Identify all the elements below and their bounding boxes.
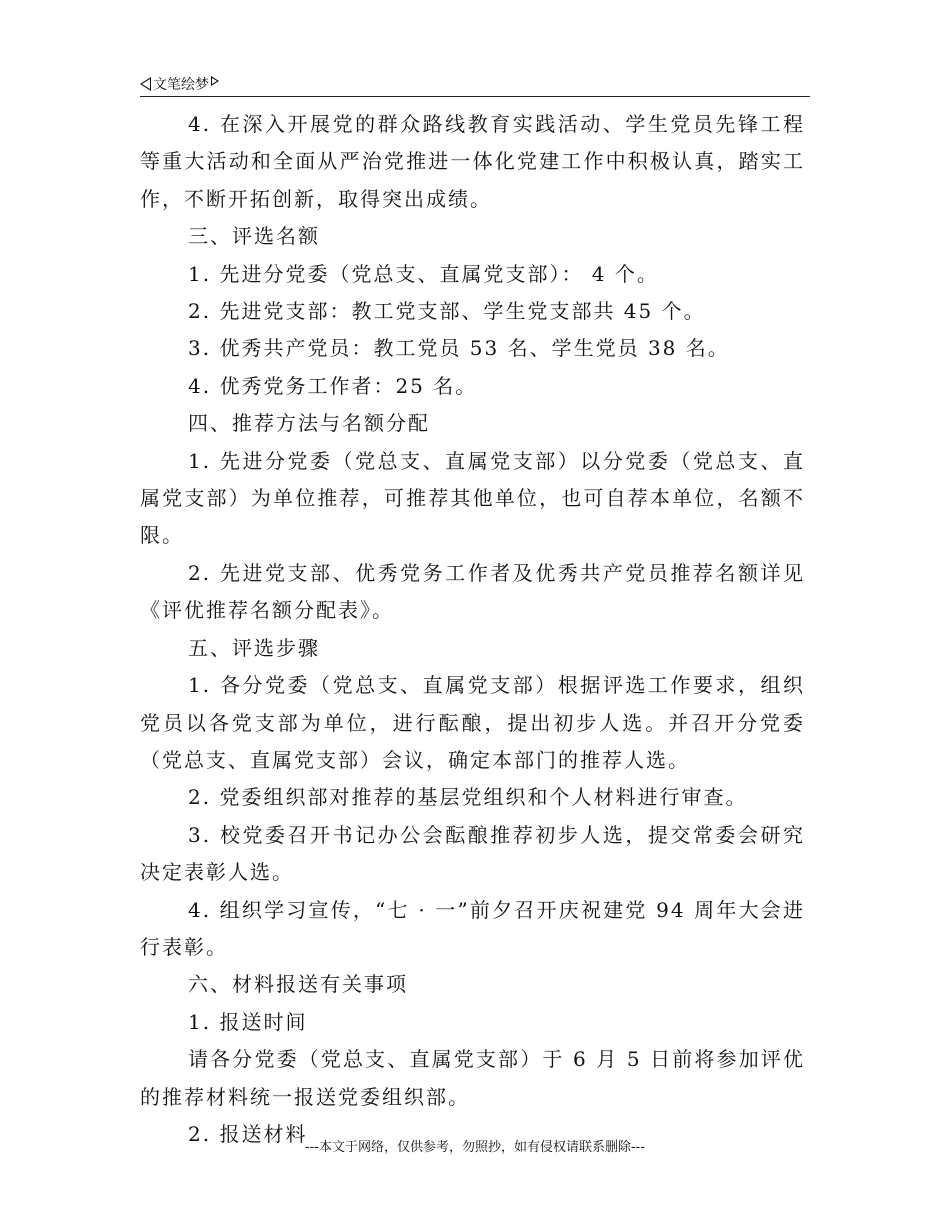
paragraph: 2. 先进党支部、优秀党务工作者及优秀共产党员推荐名额详见《评优推荐名额分配表》。 — [140, 560, 805, 623]
paragraph: 请各分党委（党总支、直属党支部）于 6 月 5 日前将参加评优的推荐材料统一报送党委组织部。 — [140, 1047, 805, 1109]
paragraph: 2. 先进党支部：教工党支部、学生党支部共 45 个。 — [188, 299, 706, 324]
section-heading: 六、材料报送有关事项 — [188, 972, 408, 997]
paragraph: 3. 优秀共产党员：教工党员 53 名、学生党员 38 名。 — [188, 336, 730, 361]
paragraph: 2. 报送材料 — [188, 1121, 308, 1146]
paragraph: 3. 校党委召开书记办公会酝酿推荐初步人选，提交常委会研究决定表彰人选。 — [140, 822, 805, 885]
section-heading: 三、评选名额 — [188, 224, 320, 249]
section-heading: 四、推荐方法与名额分配 — [188, 411, 430, 436]
paragraph: 4. 组织学习宣传，“七 · 一”前夕召开庆祝建党 94 周年大会进行表彰。 — [140, 897, 805, 959]
page-footer: ---本文于网络，仅供参考，勿照抄，如有侵权请联系删除--- — [304, 1140, 646, 1155]
paragraph: 4. 优秀党务工作者：25 名。 — [188, 373, 478, 398]
header-logo-text: 文笔绘梦 — [153, 77, 209, 93]
paragraph: 1. 先进分党委（党总支、直属党支部）： 4 个。 — [188, 261, 659, 286]
paragraph: 1. 各分党委（党总支、直属党支部）根据评选工作要求，组织党员以各党支部为单位，进行酝酿，提出初步人选。并召开分党委（党总支、直属党支部）会议，确定本部门的推荐人选。 — [140, 673, 805, 772]
paragraph: 1. 报送时间 — [188, 1009, 308, 1034]
right-triangle-icon — [211, 76, 219, 86]
document-body — [140, 106, 805, 1153]
section-heading: 五、评选步骤 — [188, 635, 320, 660]
paragraph: 2. 党委组织部对推荐的基层党组织和个人材料进行审查。 — [188, 785, 748, 810]
left-triangle-icon — [140, 77, 151, 91]
page-header — [140, 72, 810, 97]
paragraph: 4. 在深入开展党的群众路线教育实践活动、学生党员先锋工程等重大活动和全面从严治党推进一体化党建工作中积极认真，踏实工作，不断开拓创新，取得突出成绩。 — [140, 112, 805, 211]
header-logo — [140, 74, 219, 94]
paragraph: 1. 先进分党委（党总支、直属党支部）以分党委（党总支、直属党支部）为单位推荐，可推荐其他单位，也可自荐本单位，名额不限。 — [140, 448, 805, 548]
